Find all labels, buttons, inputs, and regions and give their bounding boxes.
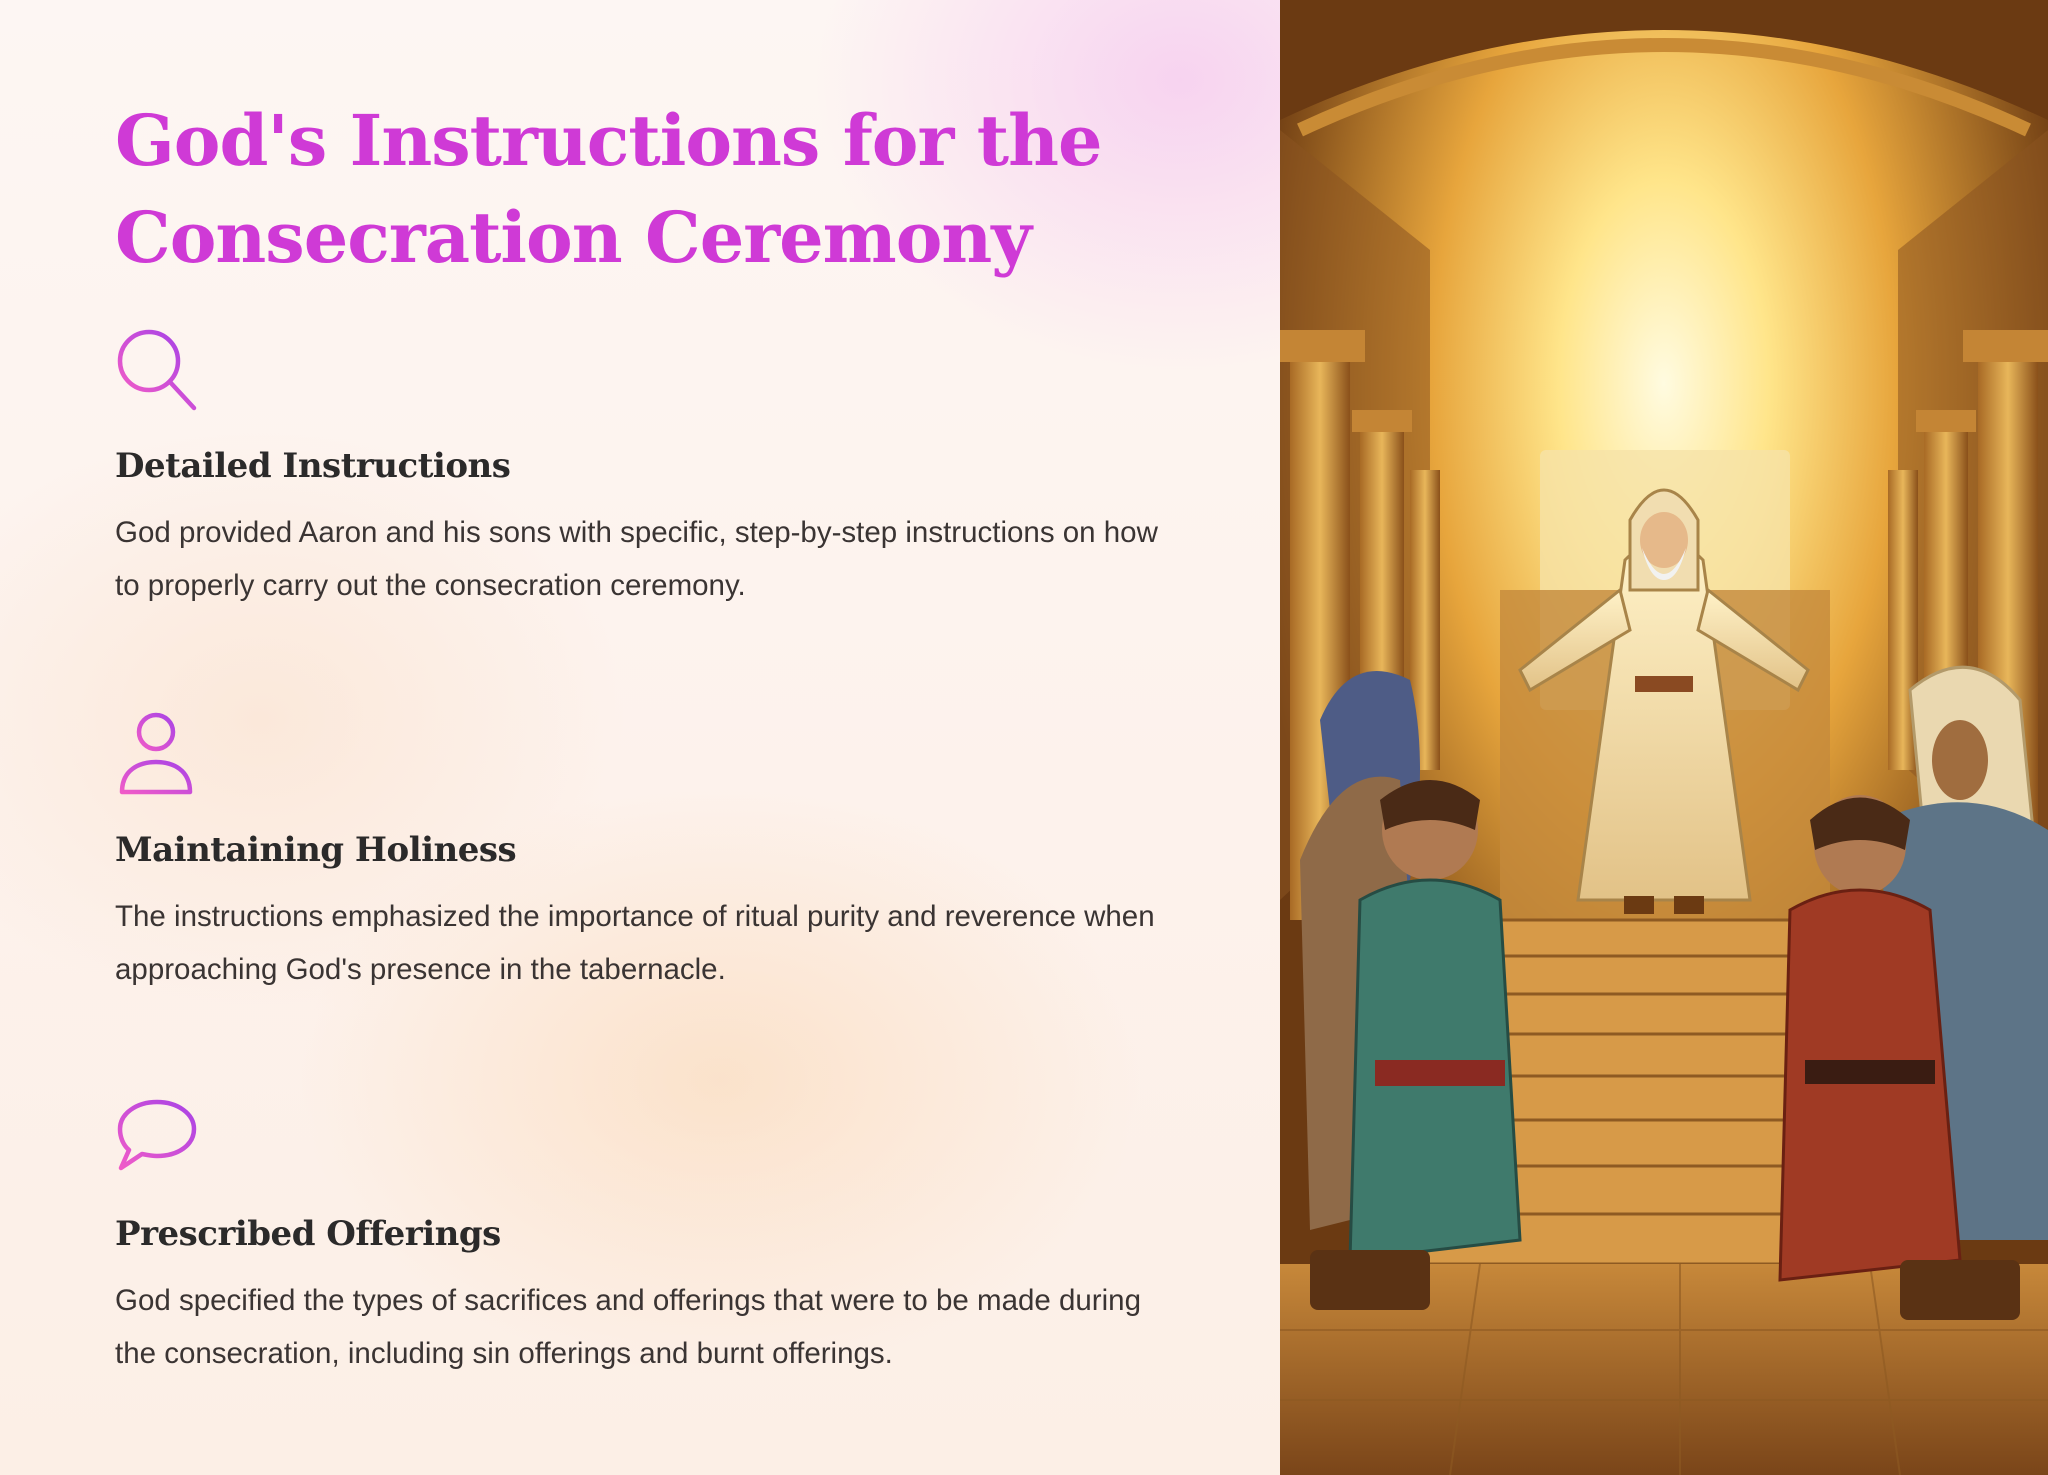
- priest-in-temple-illustration: [1280, 0, 2048, 1475]
- feature-body: God provided Aaron and his sons with specific, step-by-step instructions on how to properly carry out the consecration ceremony.: [115, 516, 1158, 602]
- feature-body: The instructions emphasized the importance of ritual purity and reverence when approaching God's presence in the tabernacle.: [115, 900, 1155, 986]
- feature-body: God specified the types of sacrifices and offerings that were to be made during the consecration, including sin offerings and burnt offerings.: [115, 1284, 1141, 1370]
- magnifier-icon: [115, 328, 199, 412]
- speech-bubble-icon: [115, 1096, 199, 1180]
- person-icon: [115, 712, 199, 796]
- feature-heading: Maintaining Holiness: [115, 830, 517, 870]
- feature-heading: Detailed Instructions: [115, 446, 511, 486]
- slide-title: God's Instructions for the Consecration Ceremony: [115, 99, 1102, 279]
- feature-heading: Prescribed Offerings: [115, 1214, 501, 1254]
